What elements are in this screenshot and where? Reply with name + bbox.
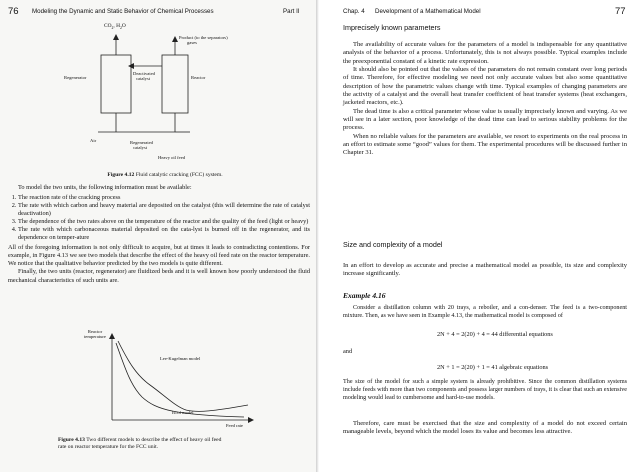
deactivated-catalyst-label: Deactivated catalyst: [133, 71, 155, 82]
lee-kugelman-curve: [118, 341, 248, 411]
x-axis-label: Feed rate: [226, 423, 243, 428]
left-part-label: Part II: [283, 8, 300, 15]
paragraph-dead-time: The dead time is also a critical parameter whose value is usually imprecisely known and varying. As we will see in a later section, poor knowledge of the dead time can lead to serious stability problems for the process.: [343, 107, 627, 132]
y-axis-label: Reactor temperature: [84, 329, 106, 340]
paragraph-experiments: When no reliable values for the parameters are available, we resort to experiments on the real process in an effort to estimate some “good” values for them. The experimental procedures will be discussed further in Chapter 31.: [343, 132, 627, 157]
figure-4-13-plot: [0, 325, 319, 437]
right-body-part1: [343, 41, 627, 158]
regenerator-label: Regenerator: [64, 75, 87, 80]
equation-algebraic: 2N + 1 = 2(20) + 1 = 41 algebraic equations: [437, 364, 549, 371]
paragraph-model-size: In an effort to develop as accurate and precise a mathematical model as possible, its size and complexity increase significantly.: [343, 262, 627, 278]
paragraph-availability: The availability of accurate values for the parameters of a model is indispensable for any quantitative analysis of the behavior of a process. Unfortunately, this is not always possible. Typical examples include the preexponential constant of a kinetic rate expression.: [343, 41, 627, 65]
left-running-head: Modeling the Dynamic and Static Behavior of Chemical Processes: [32, 8, 214, 15]
reactor-label: Reactor: [191, 75, 206, 80]
reactor-vessel: [162, 55, 188, 113]
paragraph-contradicting: All of the foregoing information is not only difficult to acquire, but at times it leads to contradicting contentions. For example, in Figure 4.13 we see two models that describe the effect of the heavy oil feed rate on the reactor temperature. We notice that the qualitative behavior predicted by the two models is quite different.: [8, 244, 310, 268]
figure-4-12-caption: Figure 4.12 Fluid catalytic cracking (FCC) system.: [107, 172, 223, 178]
fcc-diagram: [0, 0, 319, 170]
list-item: 4. The rate with which carbonaceous material deposited on the cata-lyst is burned off in the regenerator, and its dependence on temper-ature: [18, 226, 310, 242]
chapter-label: Chap. 4: [343, 8, 365, 15]
regenerator-vessel: [101, 55, 131, 113]
paragraph-parameters-change: It should also be pointed out that the values of the parameters do not remain constant over long periods of time. Therefore, for effective modeling we need not only accurate values but also some quantitative description of how the parametric values change with time. Typical examples of changing parameters are the activity of a catalyst and the overall heat transfer coefficient of heat transfer systems (heat exchangers, jacketed reactors, etc.).: [343, 66, 627, 107]
lee-kugelman-label: Lee-Kugelman model: [160, 356, 201, 361]
info-list: [8, 194, 310, 242]
y-axis-arrow: [109, 333, 115, 339]
regenerated-catalyst-label: Regenerated catalyst: [130, 140, 153, 151]
left-page-number: 76: [8, 6, 19, 17]
flue-gas-arrow: [113, 34, 119, 40]
left-body-text: [8, 184, 310, 285]
intro-paragraph: To model the two units, the following information must be available:: [18, 184, 192, 191]
air-label: Air: [90, 138, 97, 143]
example-paragraph-2: The size of the model for such a simple system is already prohibitive. Since the common distillation systems include feeds with more than two components and possess larger numbers of trays, it is clear that such an extensive modeling would lead to cumbersome and hard-to-use models.: [343, 379, 627, 401]
right-page: [319, 0, 638, 472]
right-page-number: 77: [615, 6, 626, 17]
list-item: 3. The dependence of the two rates above on the temperature of the reactor and the quality of the feed (light or heavy): [18, 218, 310, 226]
section-size-complexity: Size and complexity of a model: [343, 240, 443, 249]
product-label: Product (to the separators) gases: [179, 35, 228, 46]
heavy-oil-feed-label: Heavy oil feed: [158, 155, 186, 160]
and-label: and: [343, 348, 353, 355]
co2-h2o-label: $CO_2$, $H_2O$: [104, 23, 126, 31]
iscol-model-curve: [116, 343, 244, 417]
paragraph-care: [343, 420, 627, 437]
equation-differential: 2N + 4 = 2(20) + 4 = 44 differential equations: [437, 331, 553, 338]
example-text: Consider a distillation column with 20 trays, a reboiler, and a con-denser. The feed is a two-component mixture. Then, as we have seen in Example 4.13, the mathematical model is composed of: [343, 305, 627, 319]
x-axis-arrow: [248, 417, 254, 423]
care-text: Therefore, care must be exercised that the size and complexity of a model do not exceed certain manageable levels, beyond which the model loses its value and becomes less attractive.: [343, 420, 627, 436]
iscol-model-label: Iscol model: [172, 410, 194, 415]
figure-4-13-caption: Figure 4.13 Two different models to describe the effect of heavy oil feed rate on reactor temperature for the FCC unit.: [58, 437, 222, 451]
list-item: 1. The reaction rate of the cracking process: [18, 194, 310, 202]
right-running-head: Development of a Mathematical Model: [375, 8, 481, 15]
paragraph-fluidized: Finally, the two units (reactor, regenerator) are fluidized beds and it is well known how poorly understood the fluid mechanical characteristics of such units are.: [8, 268, 310, 284]
example-paragraph-1: [343, 305, 627, 321]
section-imprecise-parameters: Imprecisely known parameters: [343, 23, 441, 32]
list-item: 2. The rate with which carbon and heavy material are deposited on the catalyst (this will determine the rate of catalyst deactivation): [18, 202, 310, 218]
product-arrow: [172, 36, 178, 42]
example-4-16-title: Example 4.16: [343, 291, 386, 300]
